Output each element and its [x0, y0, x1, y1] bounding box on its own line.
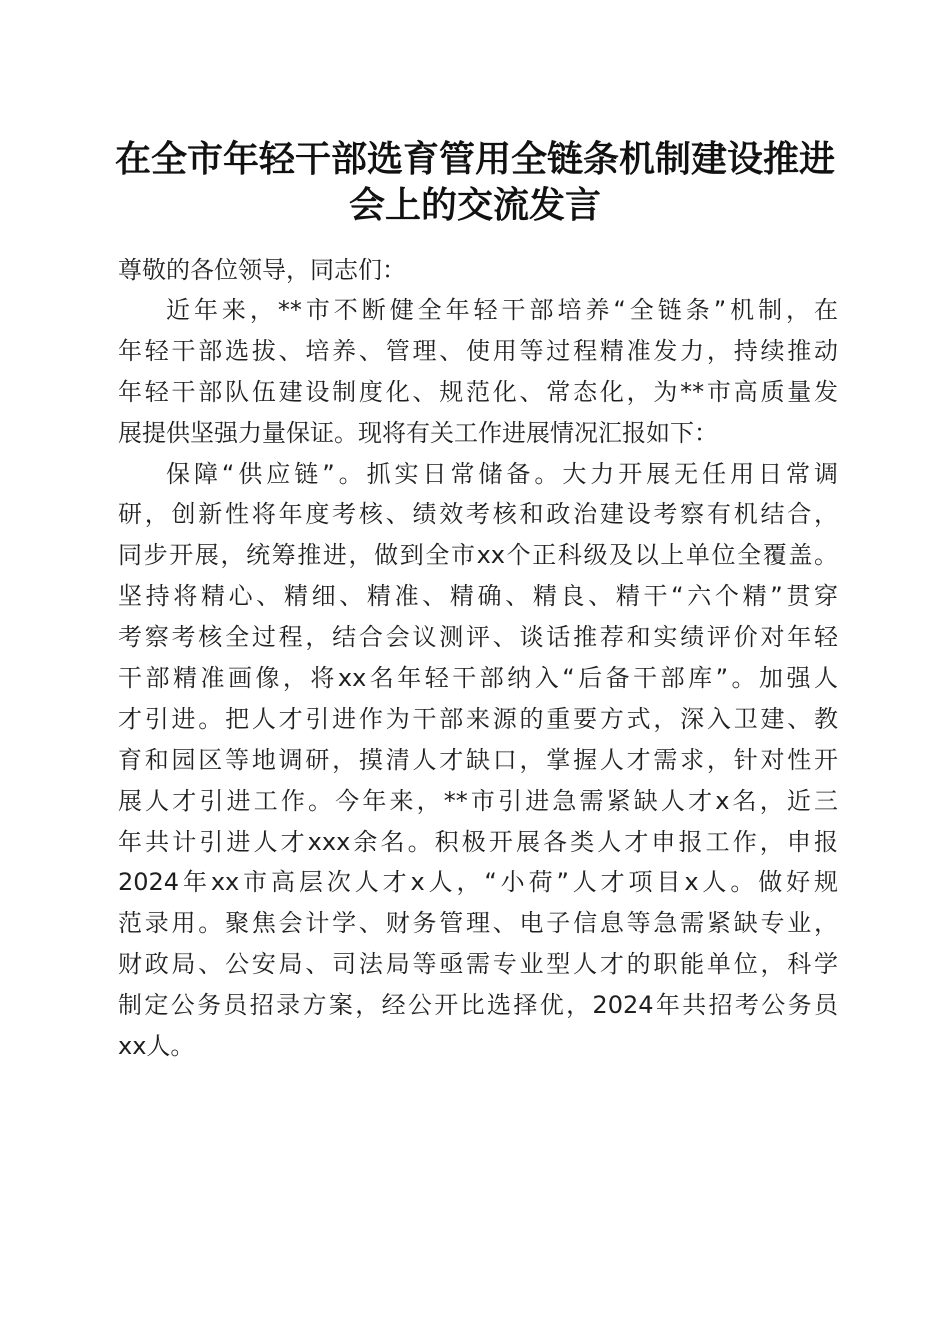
document-title	[100, 136, 850, 228]
paragraph-line: 2024年xx市高层次人才x人，“小荷”人才项目x人。做好规	[118, 868, 838, 897]
salutation: 尊敬的各位领导，同志们：	[118, 256, 406, 284]
paragraph-line: 年轻干部队伍建设制度化、规范化、常态化，为**市高质量发	[118, 377, 838, 406]
paragraph-line: 展提供坚强力量保证。现将有关工作进展情况汇报如下：	[118, 418, 718, 447]
paragraph-line: 同步开展，统筹推进，做到全市xx个正科级及以上单位全覆盖。	[118, 541, 838, 570]
document-body	[118, 250, 838, 1067]
title-line: 在全市年轻干部选育管用全链条机制建设推进	[114, 138, 835, 180]
paragraph-intro	[118, 290, 838, 454]
paragraph-line: 近年来，**市不断健全年轻干部培养“全链条”机制，在	[166, 296, 838, 324]
paragraph-line: 年轻干部选拔、培养、管理、使用等过程精准发力，持续推动	[118, 336, 838, 365]
paragraph-line: xx人。	[118, 1032, 195, 1061]
paragraph-supply-chain	[118, 454, 838, 1067]
paragraph-line: 才引进。把人才引进作为干部来源的重要方式，深入卫建、教	[118, 704, 838, 733]
paragraph-line: 育和园区等地调研，摸清人才缺口，掌握人才需求，针对性开	[118, 745, 838, 774]
paragraph-line: 年共计引进人才xxx余名。积极开展各类人才申报工作，申报	[118, 827, 838, 856]
paragraph-line: 研，创新性将年度考核、绩效考核和政治建设考察有机结合，	[118, 500, 838, 529]
paragraph-line: 坚持将精心、精细、精准、精确、精良、精干“六个精”贯穿	[118, 582, 838, 611]
title-line: 会上的交流发言	[348, 184, 601, 226]
paragraph-line: 制定公务员招录方案，经公开比选择优，2024年共招考公务员	[118, 991, 838, 1020]
paragraph-line: 保障“供应链”。抓实日常储备。大力开展无任用日常调	[166, 459, 838, 488]
paragraph-line: 展人才引进工作。今年来，**市引进急需紧缺人才x名，近三	[118, 786, 838, 815]
paragraph-line: 范录用。聚焦会计学、财务管理、电子信息等急需紧缺专业，	[118, 909, 838, 938]
paragraph-line: 考察考核全过程，结合会议测评、谈话推荐和实绩评价对年轻	[118, 623, 838, 652]
paragraph-line: 干部精准画像，将xx名年轻干部纳入“后备干部库”。加强人	[118, 664, 838, 693]
paragraph-line: 财政局、公安局、司法局等亟需专业型人才的职能单位，科学	[118, 950, 838, 979]
